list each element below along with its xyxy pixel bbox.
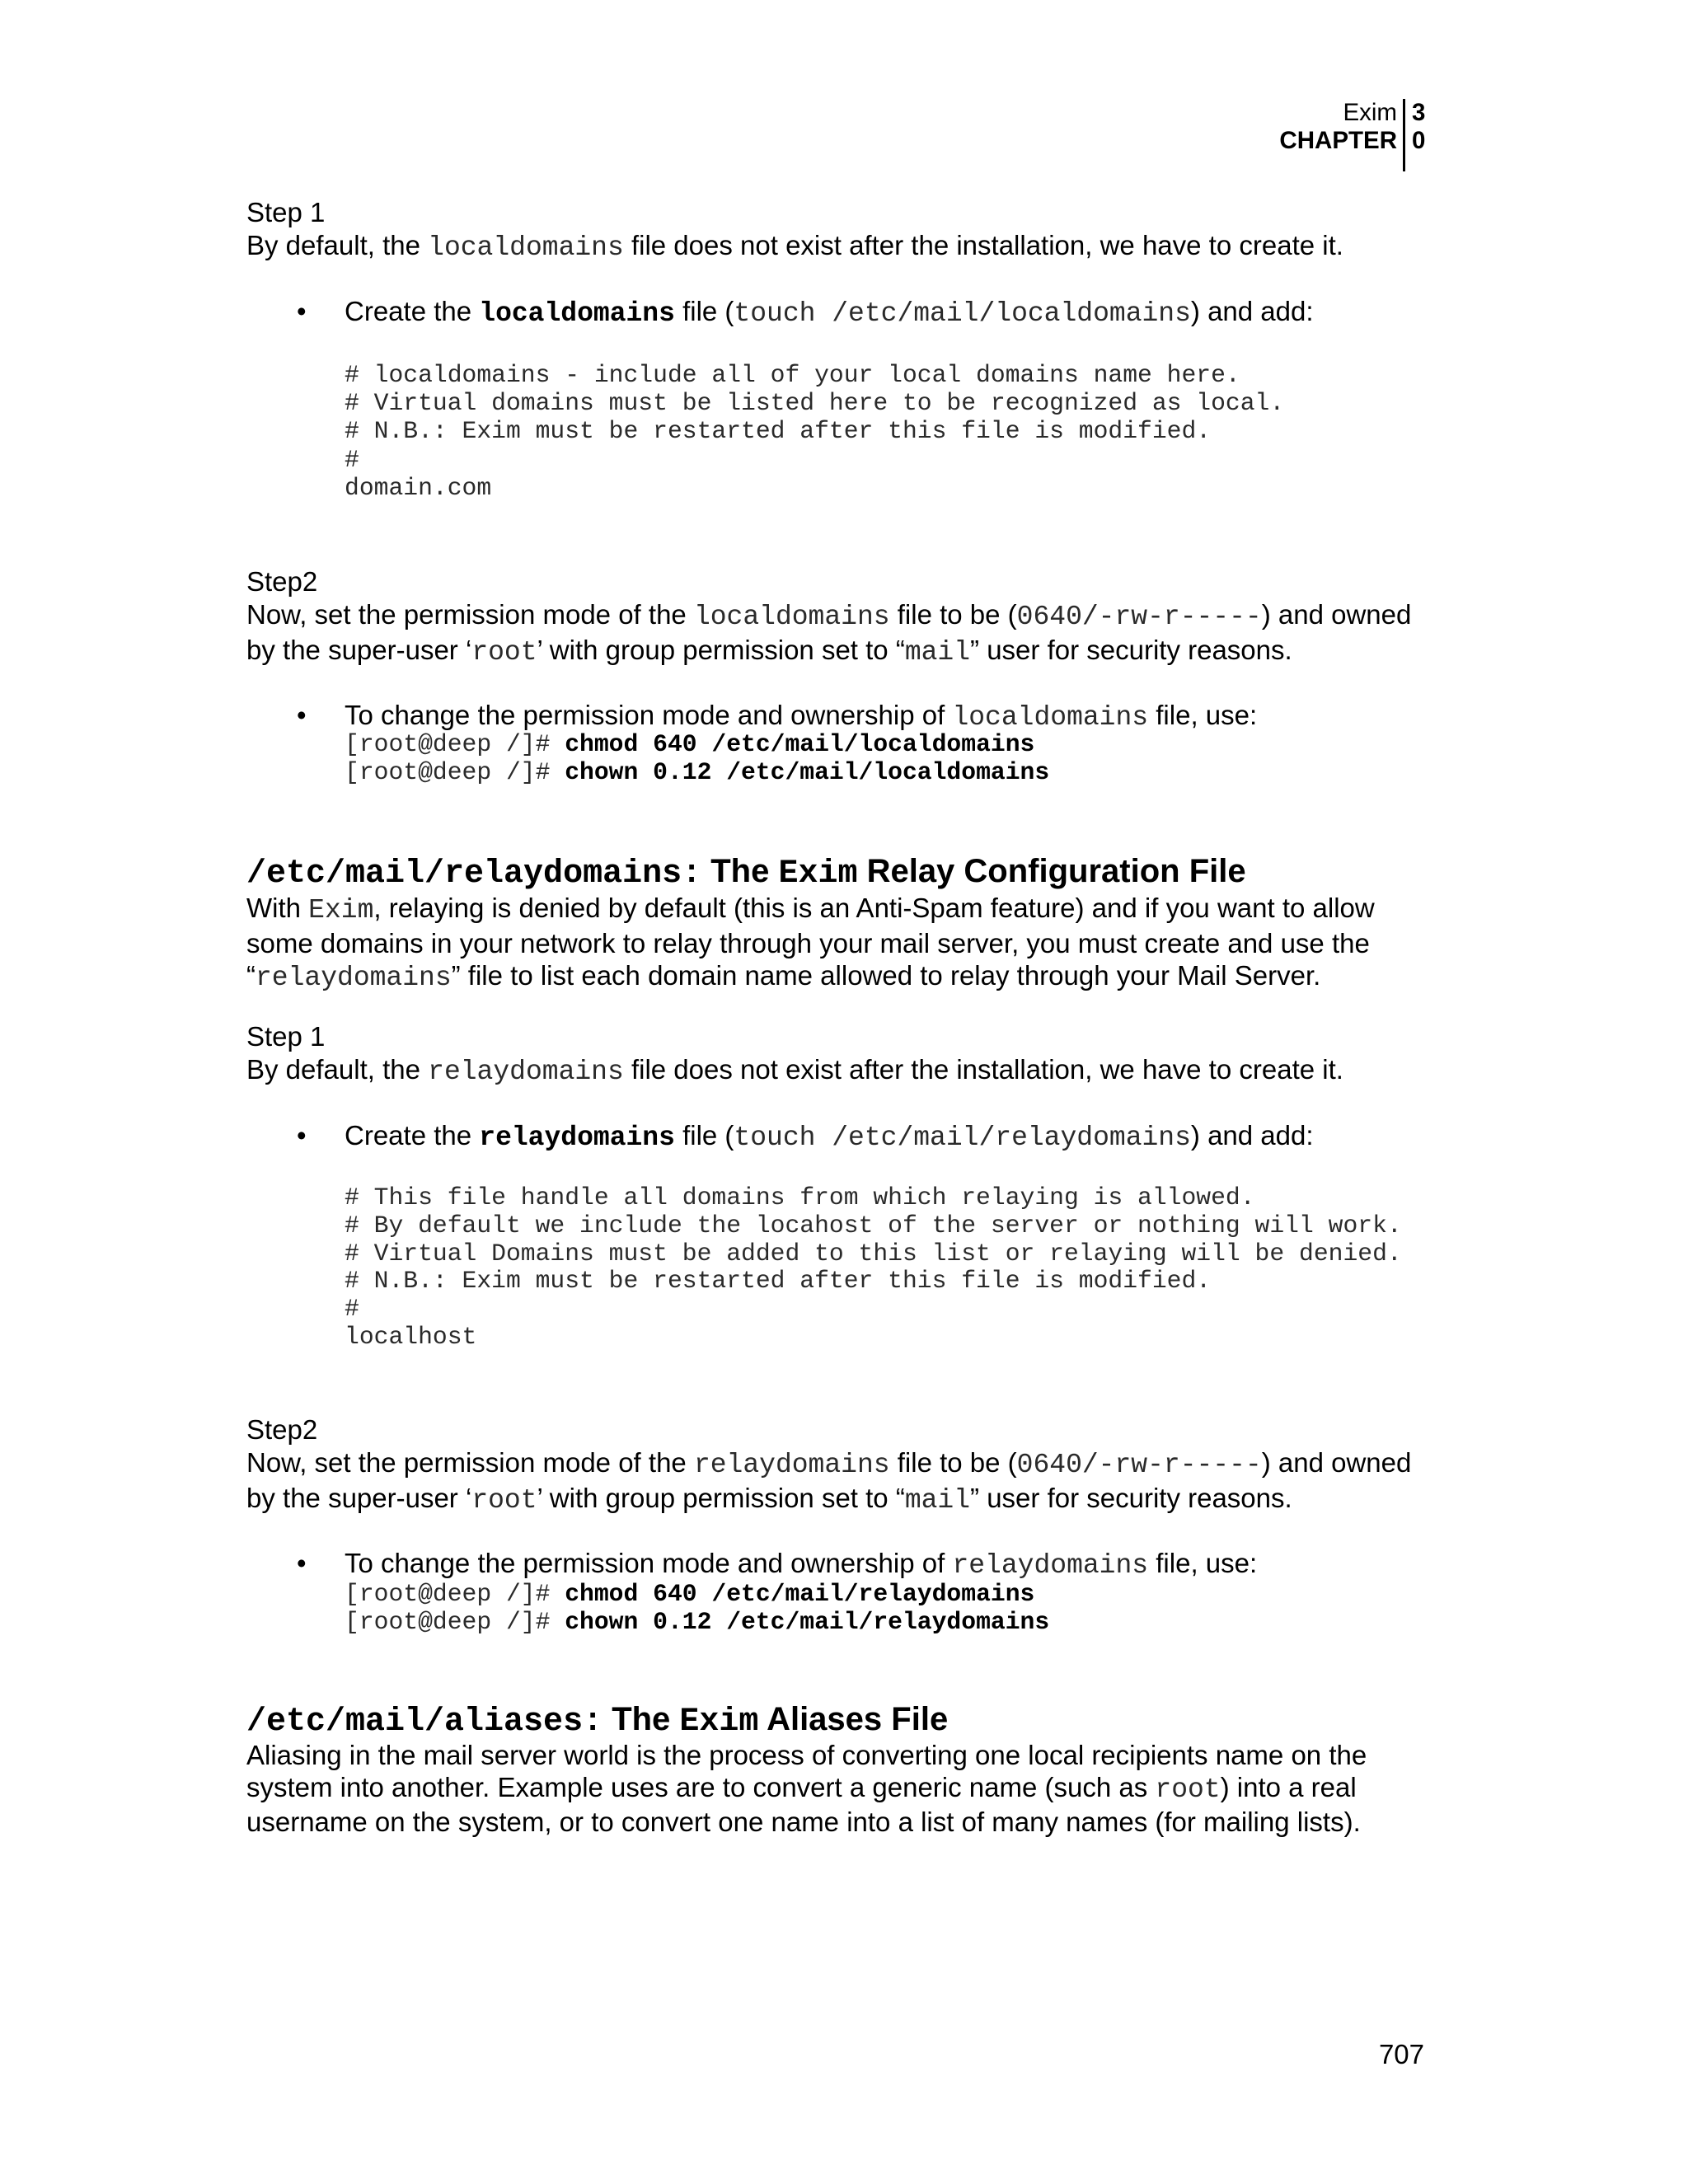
inline-code: mail xyxy=(904,1485,971,1516)
bullet-item xyxy=(345,295,1314,330)
code-line: # Virtual Domains must be added to this list or relaying will be denied. xyxy=(345,1239,1402,1268)
paragraph xyxy=(246,229,1343,265)
inline-code: root xyxy=(471,637,537,668)
paragraph-line: Aliasing in the mail server world is the process of converting one local recipients name on the xyxy=(246,1740,1367,1770)
code-line: # This file handle all domains from which relaying is allowed. xyxy=(345,1183,1255,1212)
text-run: Now, set the permission mode of the xyxy=(246,599,694,630)
step-label: Step2 xyxy=(246,566,318,597)
step-block xyxy=(246,1413,1411,1517)
text-run: Create the xyxy=(345,296,480,326)
code-line: # xyxy=(345,445,359,474)
heading-path: /etc/mail/relaydomains: xyxy=(246,855,702,893)
command-line xyxy=(345,730,1049,758)
step-block xyxy=(246,1020,1343,1089)
command-text: chmod 640 /etc/mail/localdomains xyxy=(565,730,1035,758)
text-run: , relaying is denied by default (this is an Anti-Spam feature) and if you want to allow xyxy=(373,893,1375,923)
inline-code: touch /etc/mail/localdomains xyxy=(734,298,1191,329)
step-label: Step 1 xyxy=(246,197,326,227)
text-run: system into another. Example uses are to convert a generic name (such as xyxy=(246,1771,1156,1802)
chapter-digit: 0 xyxy=(1412,126,1426,154)
paragraph-line: some domains in your network to relay through your mail server, you must create and use the xyxy=(246,927,1370,958)
text-run: file ( xyxy=(674,296,734,326)
command-text: chmod 640 /etc/mail/relaydomains xyxy=(565,1580,1035,1608)
inline-code: relaydomains xyxy=(428,1057,624,1087)
step-block xyxy=(246,565,1411,669)
text-run: file to be ( xyxy=(889,1447,1017,1478)
text-run: ) and owned xyxy=(1261,599,1412,630)
code-line: # Virtual domains must be listed here to be recognized as local. xyxy=(345,389,1285,418)
paragraph-line xyxy=(246,634,1411,669)
paragraph xyxy=(246,1740,1367,1838)
step-block xyxy=(246,196,1343,265)
paragraph-line xyxy=(246,598,1411,634)
page-number: 707 xyxy=(1378,2039,1424,2069)
step-label: Step2 xyxy=(246,1414,318,1445)
inline-code: 0640/-rw-r----- xyxy=(1016,602,1262,632)
step-label: Step 1 xyxy=(246,1021,326,1052)
heading-text: The xyxy=(701,853,779,889)
text-run: ) and add: xyxy=(1190,1120,1314,1151)
header-divider xyxy=(1403,99,1405,171)
code-line: domain.com xyxy=(345,473,492,502)
text-run: file ( xyxy=(674,1120,734,1151)
command-line xyxy=(345,758,1049,786)
inline-code-bold: relaydomains xyxy=(479,1122,675,1153)
inline-code: 0640/-rw-r----- xyxy=(1016,1450,1262,1480)
command-prompt: [root@deep /]# xyxy=(345,730,565,758)
command-block xyxy=(345,1580,1049,1636)
bullet-item xyxy=(345,1119,1314,1155)
inline-code: root xyxy=(471,1485,537,1516)
text-run: ) into a real xyxy=(1220,1771,1357,1802)
paragraph xyxy=(246,1053,1343,1089)
text-run: To change the permission mode and ownership of xyxy=(345,700,953,730)
inline-code: localdomains xyxy=(693,602,890,632)
paragraph-line xyxy=(246,1482,1411,1517)
section-heading xyxy=(246,1700,948,1741)
command-prompt: [root@deep /]# xyxy=(345,1608,565,1637)
bullet-item xyxy=(345,699,1257,734)
inline-code: localdomains xyxy=(952,702,1149,733)
text-run: file does not exist after the installation, we have to create it. xyxy=(623,1054,1343,1085)
paragraph-line xyxy=(246,892,1375,927)
text-run: By default, the xyxy=(246,1054,429,1085)
inline-code: relaydomains xyxy=(256,963,452,993)
text-run: ” user for security reasons. xyxy=(970,1483,1292,1513)
code-block xyxy=(345,1184,1402,1352)
paragraph-line xyxy=(246,1446,1411,1482)
code-line: # By default we include the locahost of the server or nothing will work. xyxy=(345,1211,1402,1240)
heading-text: Aliases File xyxy=(758,1701,949,1737)
command-text: chown 0.12 /etc/mail/localdomains xyxy=(565,758,1050,787)
bullet-item xyxy=(345,1547,1257,1582)
command-block xyxy=(345,730,1049,786)
text-run: file, use: xyxy=(1148,1548,1258,1578)
inline-code: relaydomains xyxy=(952,1550,1149,1581)
code-line: localhost xyxy=(345,1322,477,1351)
inline-code-bold: localdomains xyxy=(479,298,675,329)
text-run: ’ with group permission set to “ xyxy=(537,635,905,665)
running-header xyxy=(1279,99,1397,154)
inline-code: mail xyxy=(904,637,971,668)
section-heading xyxy=(246,852,1246,893)
heading-path: /etc/mail/aliases: xyxy=(246,1704,603,1741)
text-run: ’ with group permission set to “ xyxy=(537,1483,905,1513)
bullet-icon xyxy=(297,699,307,732)
inline-code: relaydomains xyxy=(693,1450,890,1480)
command-prompt: [root@deep /]# xyxy=(345,758,565,787)
text-run: file to be ( xyxy=(889,599,1017,630)
text-run: Now, set the permission mode of the xyxy=(246,1447,694,1478)
paragraph xyxy=(246,892,1375,995)
paragraph-line xyxy=(246,1772,1367,1807)
code-line: # N.B.: Exim must be restarted after this file is modified. xyxy=(345,1267,1212,1296)
command-line xyxy=(345,1580,1049,1608)
paragraph-line xyxy=(246,959,1375,995)
inline-code: root xyxy=(1155,1774,1221,1805)
bullet-icon xyxy=(297,1119,307,1152)
text-run: file, use: xyxy=(1148,700,1258,730)
command-text: chown 0.12 /etc/mail/relaydomains xyxy=(565,1608,1050,1637)
inline-code: Exim xyxy=(308,895,374,926)
code-block xyxy=(345,361,1284,502)
text-run: ) and add: xyxy=(1190,296,1314,326)
command-line xyxy=(345,1608,1049,1636)
chapter-number xyxy=(1412,99,1425,154)
code-line: # N.B.: Exim must be restarted after this file is modified. xyxy=(345,417,1212,446)
heading-text: Relay Configuration File xyxy=(857,853,1246,889)
code-line: # localdomains - include all of your local domains name here. xyxy=(345,361,1240,389)
text-run: ” user for security reasons. xyxy=(970,635,1292,665)
chapter-digit: 3 xyxy=(1412,99,1426,126)
text-run: With xyxy=(246,893,309,923)
text-run: file does not exist after the installation, we have to create it. xyxy=(623,230,1343,260)
bullet-icon xyxy=(297,1547,307,1580)
text-run: To change the permission mode and ownership of xyxy=(345,1548,953,1578)
text-run: ” file to list each domain name allowed to relay through your Mail Server. xyxy=(451,960,1321,991)
heading-code: Exim xyxy=(679,1704,759,1741)
inline-code: localdomains xyxy=(428,232,624,263)
heading-code: Exim xyxy=(778,855,858,893)
header-title: Exim xyxy=(1343,99,1397,126)
header-chapter-label: CHAPTER xyxy=(1279,126,1397,154)
text-run: By default, the xyxy=(246,230,429,260)
text-run: ) and owned xyxy=(1261,1447,1412,1478)
text-run: Create the xyxy=(345,1120,480,1151)
bullet-icon xyxy=(297,295,307,328)
code-line: # xyxy=(345,1295,359,1324)
command-prompt: [root@deep /]# xyxy=(345,1580,565,1608)
heading-text: The xyxy=(603,1701,680,1737)
text-run: “ xyxy=(246,960,256,991)
paragraph-line: username on the system, or to convert one name into a list of many names (for mailing lists). xyxy=(246,1806,1361,1837)
text-run: by the super-user ‘ xyxy=(246,1483,472,1513)
text-run: by the super-user ‘ xyxy=(246,635,472,665)
inline-code: touch /etc/mail/relaydomains xyxy=(734,1122,1191,1153)
